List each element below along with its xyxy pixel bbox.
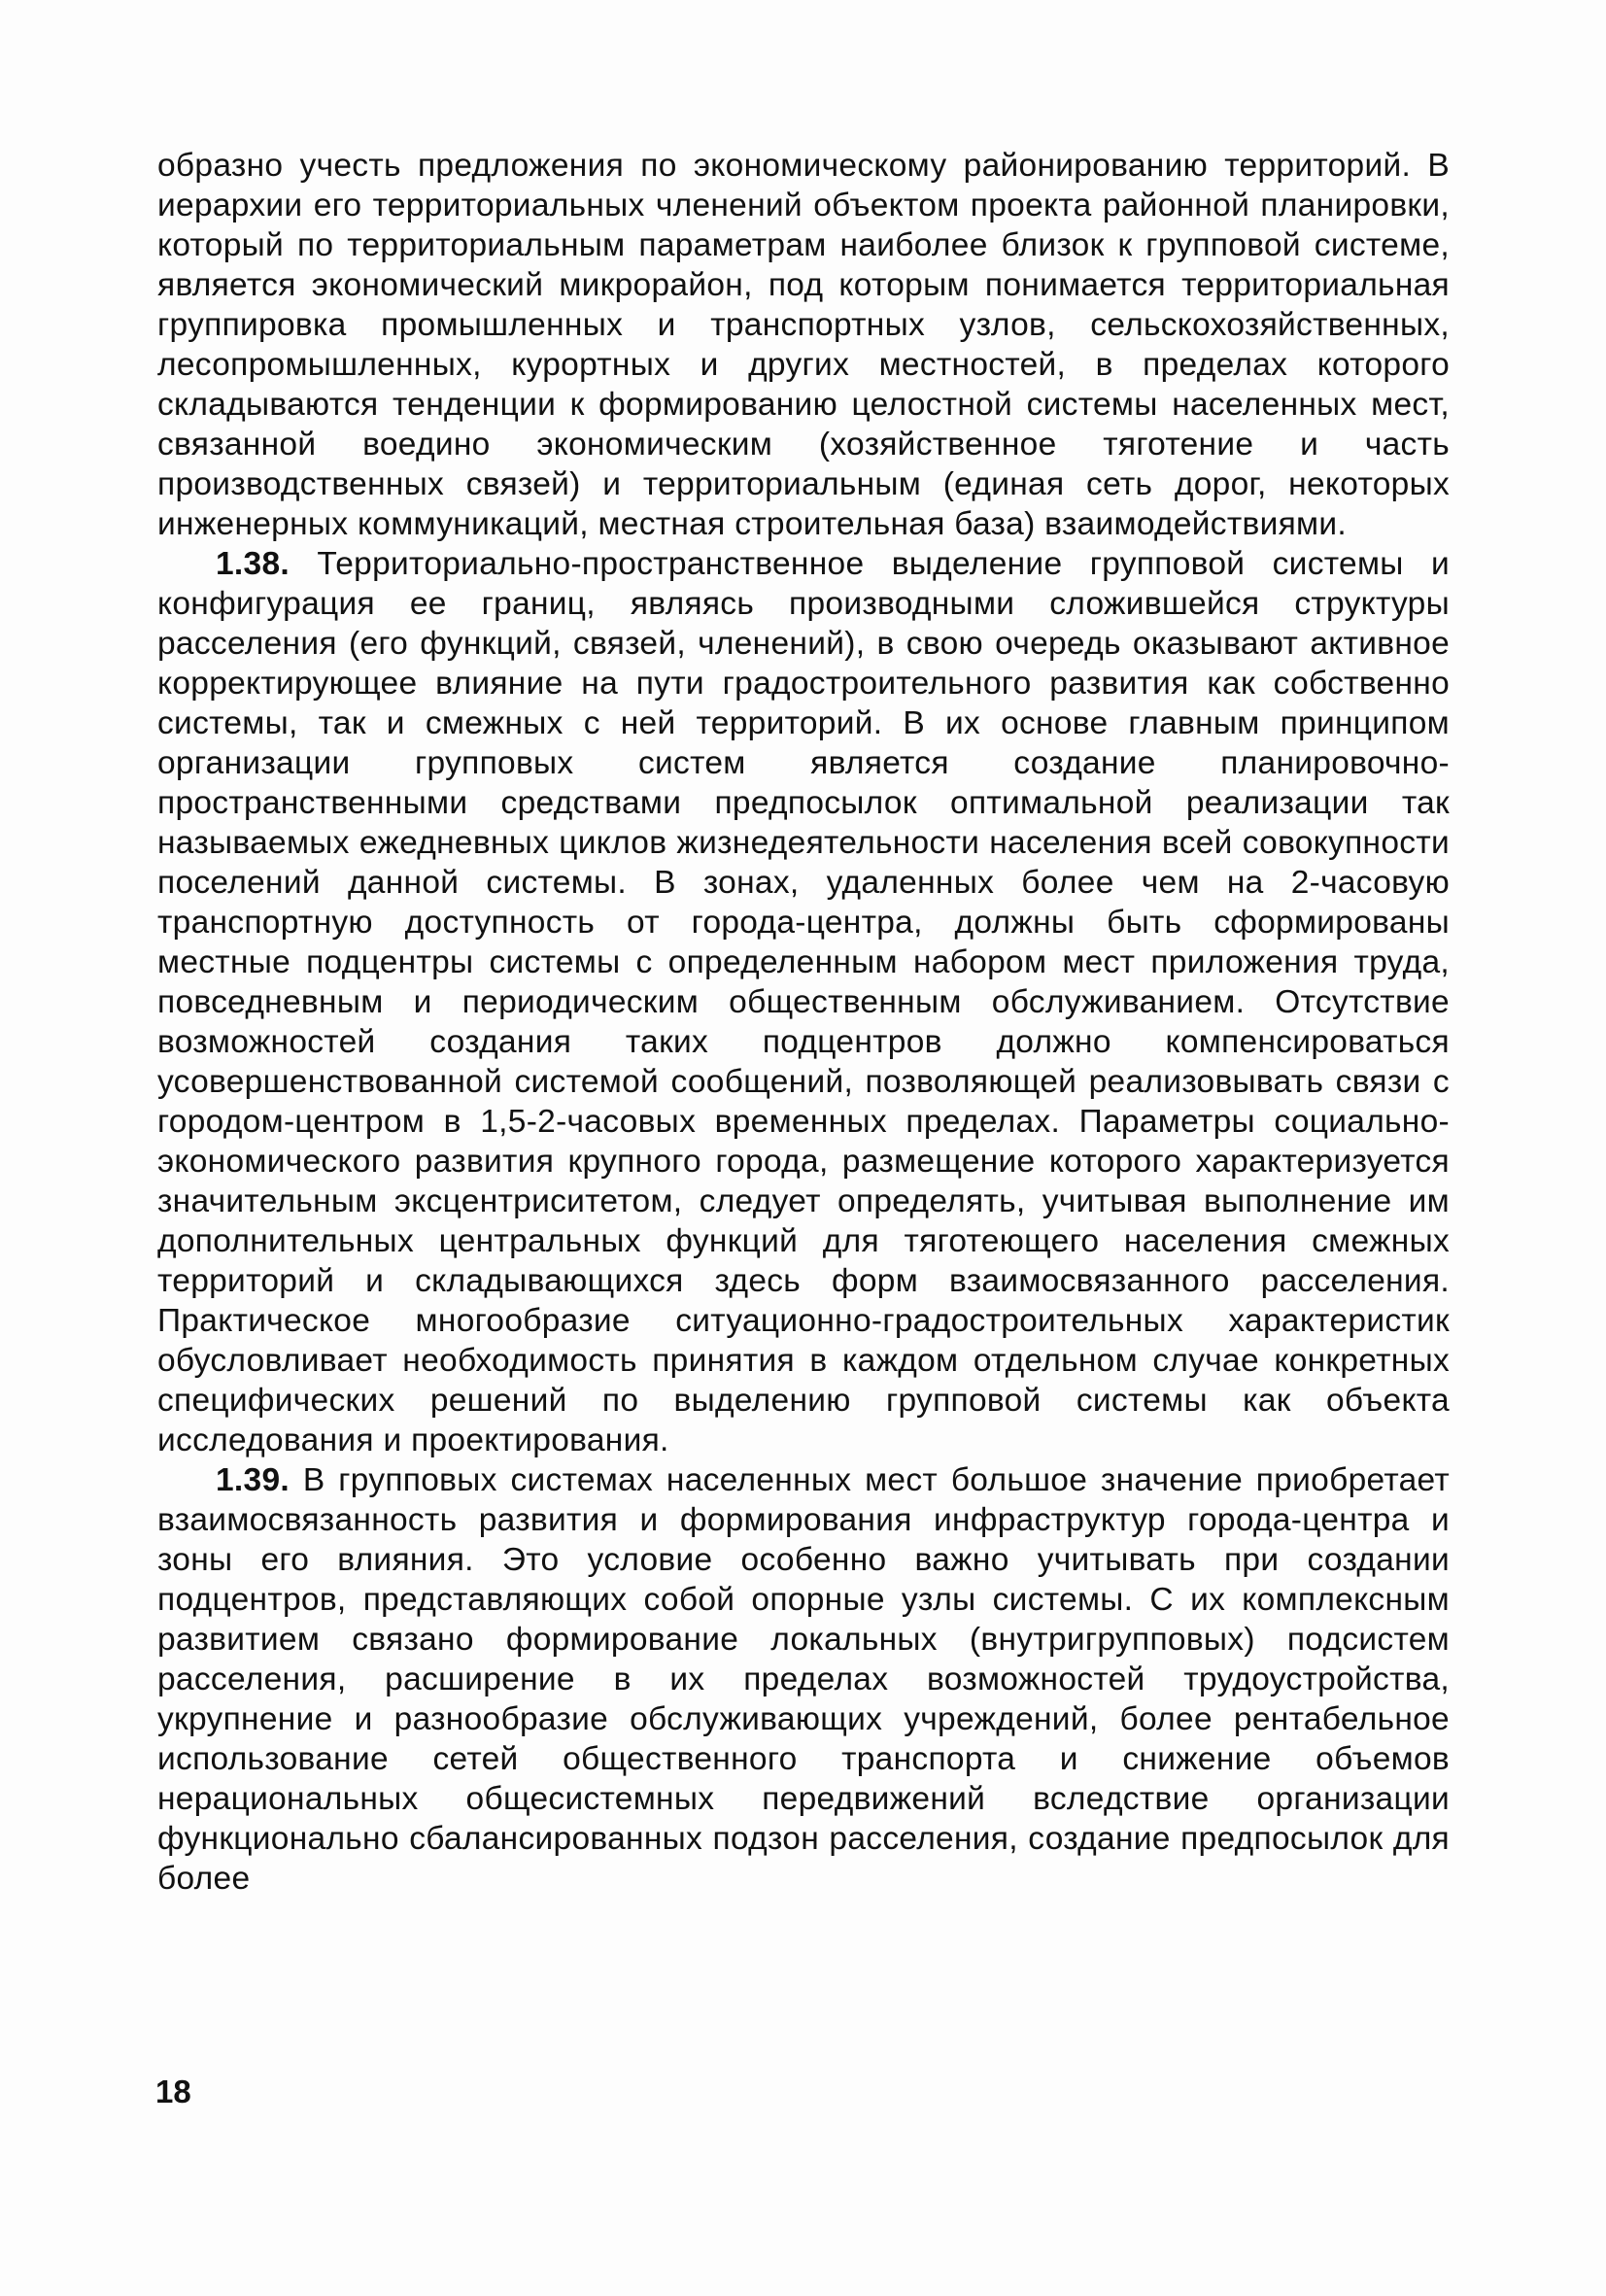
- paragraph-text: образно учесть предложения по экономическому районированию территорий. В иерархии его территориальных членений объектом проекта районной планировки, который по территориальным параметрам наиболее близок к групповой системе, является экономический микрорайон, под которым понимается территориальная группировка промышленных и транспортных узлов, сельскохозяйственных, лесопромышленных, курортных и других местностей, в пределах которого складываются тенденции к формированию целостной системы населенных мест, связанной воедино экономическим (хозяйственное тяготение и часть производственных связей) и территориальным (единая сеть дорог, некоторых инженерных коммуникаций, местная строительная база) взаимодействиями.: [157, 148, 1450, 542]
- paragraph-continuation: [157, 146, 1450, 544]
- paragraph-number: 1.39.: [216, 1462, 290, 1498]
- paragraph-number: 1.38.: [216, 546, 290, 582]
- paragraph-text: В групповых системах населенных мест большое значение приобретает взаимосвязанность развития и формирования инфраструктур города-центра и зоны его влияния. Это условие особенно важно учитывать при создании подцентров, представляющих собой опорные узлы системы. С их комплексным развитием связано формирование локальных (внутригрупповых) подсистем расселения, расширение в их пределах возможностей трудоустройства, укрупнение и разнообразие обслуживающих учреждений, более рентабельное использование сетей общественного транспорта и снижение объемов нерациональных общесистемных передвижений вследствие организации функционально сбалансированных подзон расселения, создание предпосылок для более: [157, 1462, 1451, 1897]
- body-text: [157, 146, 1450, 1899]
- paragraph-text: Территориально-пространственное выделение групповой системы и конфигурация ее границ, являясь производными сложившейся структуры расселения (его функций, связей, членений), в свою очередь оказывают активное корректирующее влияние на пути градостроительного развития как собственно системы, так и смежных с ней территорий. В их основе главным принципом организации групповых систем является создание планировочно-пространственными средствами предпосылок оптимальной реализации так называемых ежедневных циклов жизнедеятельности населения всей совокупности поселений данной системы. В зонах, удаленных более чем на 2-часовую транспортную доступность от города-центра, должны быть сформированы местные подцентры системы с определенным набором мест приложения труда, повседневным и периодическим общественным обслуживанием. Отсутствие возможностей создания таких подцентров должно компенсироваться усовершенствованной системой сообщений, позволяющей реализовывать связи с городом-центром в 1,5-2-часовых временных пределах. Параметры социально-экономического развития крупного города, размещение которого характеризуется значительным эксцентриситетом, следует определять, учитывая выполнение им дополнительных центральных функций для тяготеющего населения смежных территорий и складывающихся здесь форм взаимосвязанного расселения. Практическое многообразие ситуационно-градостроительных характеристик обусловливает необходимость принятия в каждом отдельном случае конкретных специфических решений по выделению групповой системы как объекта исследования и проектирования.: [157, 546, 1451, 1458]
- page-number: 18: [155, 2073, 191, 2109]
- paragraph-1-38: [157, 544, 1450, 1460]
- paragraph-1-39: [157, 1460, 1450, 1899]
